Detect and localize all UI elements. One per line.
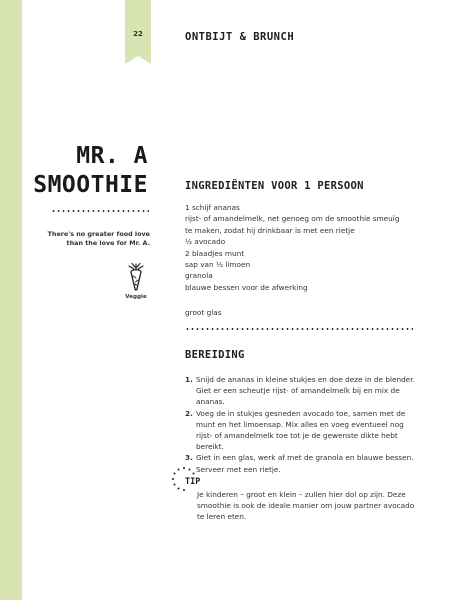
ingredient-item: 2 blaadjes munt	[185, 248, 245, 258]
dotted-divider-right	[185, 328, 413, 330]
tip-label: TIP	[185, 477, 201, 487]
ingredients-heading: INGREDIËNTEN VOOR 1 PERSOON	[185, 180, 364, 192]
ingredient-item: rijst- of amandelmelk, net genoeg om de smoothie smeuïg	[185, 214, 400, 224]
ingredients-list	[185, 202, 425, 293]
method-step	[185, 374, 421, 408]
dotted-divider-left	[51, 210, 149, 212]
ingredient-item: granola	[185, 271, 213, 281]
method-heading: BEREIDING	[185, 349, 245, 361]
method-steps	[185, 374, 421, 475]
diet-label: Veggie	[125, 294, 147, 300]
recipe-title-line-2: SMOOTHIE	[33, 172, 148, 198]
recipe-title	[20, 142, 148, 200]
method-step	[185, 408, 421, 453]
ingredient-item: te maken, zodat hij drinkbaar is met een rietje	[185, 225, 355, 235]
step-text: Voeg de in stukjes gesneden avocado toe, samen met de munt en het limoensap. Mix alles en voeg eventueel nog rijst- of amandelmelk toe tot je de gewenste dikte hebt bereikt.	[196, 408, 406, 452]
step-number: 3.	[185, 453, 193, 463]
carrot-icon	[124, 262, 148, 292]
ingredient-item: sap van ½ limoen	[185, 260, 251, 270]
page-number-tab	[125, 0, 151, 56]
ingredient-item: ½ avocado	[185, 237, 226, 247]
step-number: 2.	[185, 408, 193, 418]
step-text: Snijd de ananas in kleine stukjes en doe deze in de blender. Giet er een scheutje rijst- of amandelmelk bij en mix de ananas.	[196, 375, 415, 407]
ingredient-item: blauwe bessen voor de afwerking	[185, 282, 308, 292]
recipe-tagline	[30, 230, 150, 248]
tagline-line-2: than the love for Mr. A.	[66, 239, 150, 247]
side-accent-bar	[0, 0, 22, 600]
tagline-line-1: There's no greater food love	[47, 230, 150, 238]
section-title: ONTBIJT & BRUNCH	[185, 31, 295, 43]
step-number: 1.	[185, 375, 193, 384]
ingredient-item: 1 schijf ananas	[185, 203, 240, 212]
page-number: 22	[133, 30, 143, 38]
step-text: Giet in een glas, werk af met de granola en blauwe bessen. Serveer met een rietje.	[196, 453, 414, 474]
serving-note: groot glas	[185, 308, 222, 317]
method-step	[185, 452, 421, 474]
tip-text: Je kinderen – groot en klein – zullen hier dol op zijn. Deze smoothie is ook de ideale manier om jouw partner avocado te leren eten.	[197, 490, 415, 522]
recipe-title-line-1: MR. A	[76, 143, 148, 169]
